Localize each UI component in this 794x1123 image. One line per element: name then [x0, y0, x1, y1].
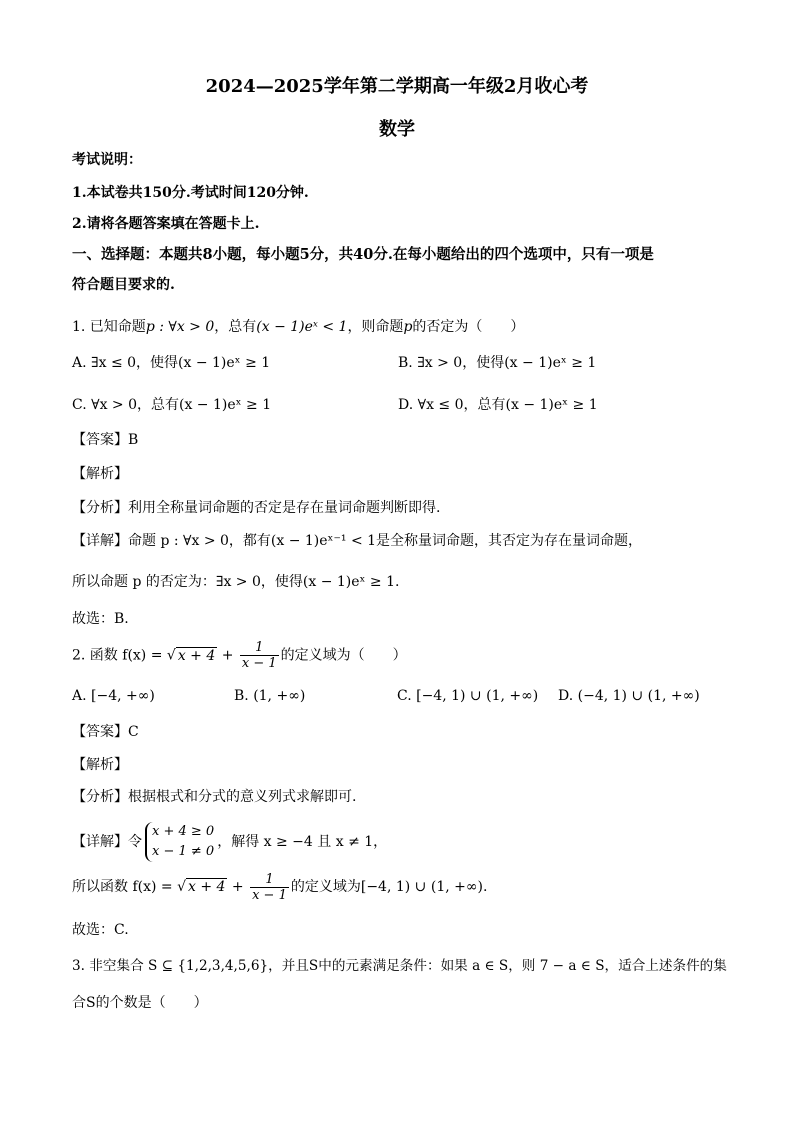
q1-detail-2: 所以命题 p 的否定为：∃x > 0，使得(x − 1)eˣ ≥ 1.: [72, 574, 400, 590]
q2-conclusion-frac-den: x − 1: [252, 887, 287, 903]
q2-conclusion-sqrt: x + 4: [188, 879, 226, 895]
q1-choose: 故选：B.: [72, 611, 129, 627]
instruction-1: 1.本试卷共150分.考试时间120分钟.: [72, 185, 309, 201]
q2-frac-num: 1: [240, 640, 279, 656]
q2-choose: 故选：C.: [72, 922, 129, 938]
q1-stem-suffix: 的否定为（ ）: [412, 319, 525, 335]
q1-fenxi: 【分析】利用全称量词命题的否定是存在量词命题判断即得.: [72, 500, 441, 516]
q3-stem-line1: 3. 非空集合 S ⊆ {1,2,3,4,5,6}，并且S中的元素满足条件：如果 a ∈ S，则 7 − a ∈ S，适合上述条件的集: [72, 958, 727, 974]
q1-inequality: (x − 1)eˣ < 1: [256, 319, 348, 335]
q1-stem-mid: ，总有: [214, 319, 257, 335]
q1-detail-1: 【详解】命题 p : ∀x > 0，都有(x − 1)eˣ⁻¹ < 1是全称量词命题，其否定为存在量词命题，: [72, 533, 643, 549]
q2-conclusion-frac-num: 1: [250, 872, 289, 888]
instructions-heading: 考试说明：: [72, 152, 142, 168]
q1-answer: 【答案】B: [72, 432, 139, 448]
q1-stem-prefix: 1. 已知命题: [72, 319, 146, 335]
q2-option-a: A. [−4, +∞): [72, 688, 155, 704]
q2-system-line1: x + 4 ≥ 0: [152, 824, 215, 839]
q2-conclusion-prefix: 所以函数 f(x) =: [72, 879, 178, 895]
exam-title: 2024—2025学年第二学期高一年级2月收心考: [205, 76, 589, 97]
q2-conclusion: 所以函数 f(x) = √ x + 4 + $\frac{1}{x - 1}$ 的定义域为[−4, 1) ∪ (1, +∞).: [72, 871, 488, 903]
q2-system-line2: x − 1 ≠ 0: [152, 844, 215, 859]
q2-answer: 【答案】C: [72, 724, 139, 740]
q2-option-c: C. [−4, 1) ∪ (1, +∞): [397, 688, 539, 704]
q2-stem-prefix: 2. 函数 f(x) =: [72, 647, 167, 664]
q1-stem: [72, 318, 524, 336]
q1-option-c: C. ∀x > 0，总有(x − 1)eˣ ≥ 1: [72, 397, 272, 413]
q2-frac-den: x − 1: [241, 656, 277, 671]
q2-fraction: [240, 640, 279, 671]
q2-sqrt: x + 4: [177, 647, 216, 664]
q2-plus: +: [217, 647, 238, 664]
q1-option-b: B. ∃x > 0，使得(x − 1)eˣ ≥ 1: [398, 355, 597, 371]
q1-option-d: D. ∀x ≤ 0，总有(x − 1)eˣ ≥ 1: [398, 397, 598, 413]
q2-detail-suffix: ，解得 x ≥ −4 且 x ≠ 1，: [217, 834, 388, 850]
q1-stem-mid2: ，则命题: [347, 319, 404, 335]
q2-analysis: 【解析】: [72, 757, 128, 773]
q1-analysis: 【解析】: [72, 466, 128, 482]
q2-detail-prefix: 【详解】令: [72, 834, 142, 850]
q2-option-b: B. (1, +∞): [234, 688, 306, 704]
section-heading-line1: 一、选择题：本题共8小题，每小题5分，共40分.在每小题给出的四个选项中，只有一项是: [72, 246, 654, 263]
q2-stem: 2. 函数 f(x) = √ x + 4 + $\frac{1}{x - 1}$ 的定义域为（ ）: [72, 640, 407, 671]
q2-conclusion-fraction: [250, 872, 289, 903]
q2-fenxi: 【分析】根据根式和分式的意义列式求解即可.: [72, 789, 357, 805]
q2-option-d: D. (−4, 1) ∪ (1, +∞): [558, 688, 700, 704]
q2-conclusion-plus: +: [227, 879, 249, 895]
subject-title: 数学: [379, 119, 415, 140]
q1-proposition: p : ∀x > 0: [145, 319, 215, 335]
section-heading-line2: 符合题目要求的.: [72, 277, 175, 293]
q2-stem-suffix: 的定义域为（ ）: [280, 647, 407, 664]
q1-option-a: A. ∃x ≤ 0，使得(x − 1)eˣ ≥ 1: [72, 355, 271, 371]
q2-detail: [72, 820, 387, 864]
q1-p: p: [403, 319, 413, 335]
q2-conclusion-suffix: 的定义域为[−4, 1) ∪ (1, +∞).: [290, 879, 488, 895]
q3-stem-line2: 合S的个数是（ ）: [72, 995, 208, 1011]
instruction-2: 2.请将各题答案填在答题卡上.: [72, 216, 260, 232]
q2-system: [145, 822, 214, 862]
